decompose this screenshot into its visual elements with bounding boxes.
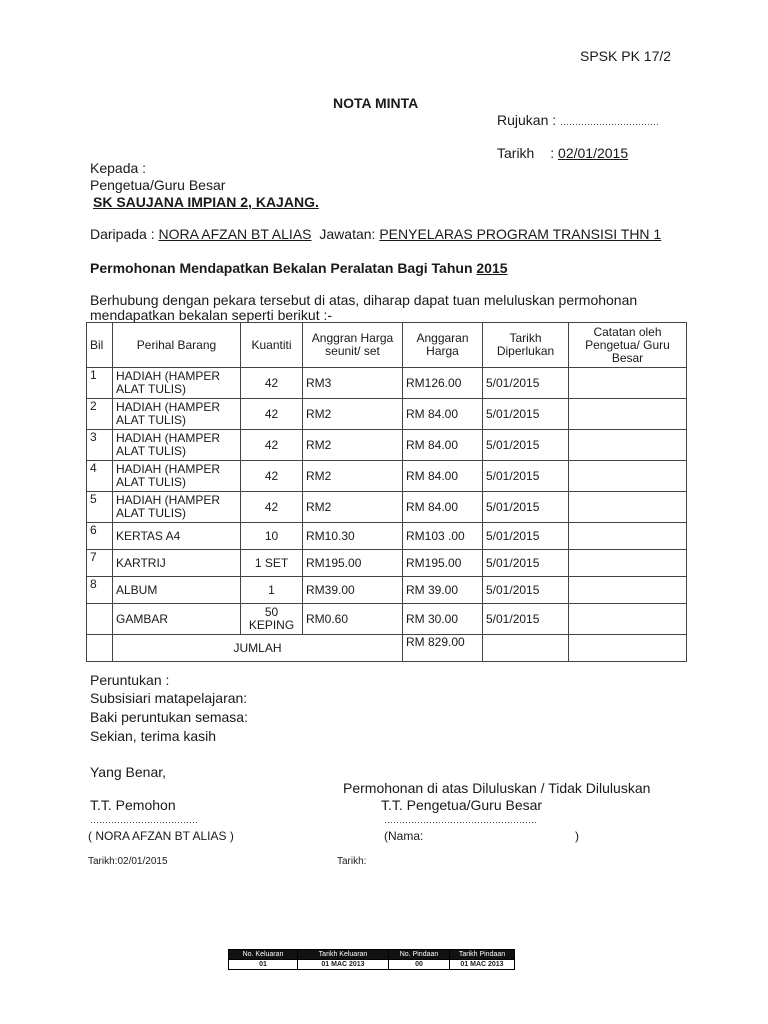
col-header-note: Catatan oleh Pengetua/ Guru Besar [569, 323, 687, 368]
kepada-label: Kepada : [90, 160, 147, 176]
cell-qty: 1 SET [241, 550, 303, 577]
table-row [87, 577, 687, 604]
intro-line-1: Berhubung dengan pekara tersebut di atas, diharap dapat tuan meluluskan permohonan [90, 292, 638, 308]
jawatan-value: PENYELARAS PROGRAM TRANSISI THN 1 [379, 226, 662, 242]
cell-qty: 10 [241, 523, 303, 550]
table-row [87, 492, 687, 523]
tt-pemohon: T.T. Pemohon [90, 797, 176, 813]
closing-text: Sekian, terima kasih [90, 728, 217, 744]
cell-unit: RM2 [303, 430, 403, 461]
cell-total: RM 39.00 [403, 577, 483, 604]
cell-item: HADIAH (HAMPER ALAT TULIS) [113, 492, 241, 523]
cell-bil: 3 [87, 430, 113, 461]
cell-note [569, 492, 687, 523]
cell-bil: 4 [87, 461, 113, 492]
approver-signature-line: …………………………………………… [384, 815, 537, 825]
daripada-line [90, 226, 661, 242]
cell-qty: 42 [241, 492, 303, 523]
cell-date: 5/01/2015 [483, 399, 569, 430]
yang-benar: Yang Benar, [90, 764, 167, 780]
footer-value-cell: 00 [389, 960, 450, 970]
cell-qty: 42 [241, 368, 303, 399]
rujukan-label: Rujukan : [497, 112, 557, 128]
cell-bil: 1 [87, 368, 113, 399]
cell-unit: RM3 [303, 368, 403, 399]
col-header-total: Anggaran Harga [403, 323, 483, 368]
cell-date: 5/01/2015 [483, 604, 569, 635]
tarikh-sep: : [550, 145, 555, 161]
cell-total: RM 84.00 [403, 430, 483, 461]
cell-date: 5/01/2015 [483, 368, 569, 399]
nama-close: ) [575, 829, 579, 843]
cell-qty: 1 [241, 577, 303, 604]
table-row [87, 604, 687, 635]
cell-note [569, 430, 687, 461]
footer-header-cell: No. Pindaan [389, 950, 450, 960]
cell-bil-empty [87, 635, 113, 662]
table-total-row [87, 635, 687, 662]
table-row [87, 399, 687, 430]
cell-bil: 5 [87, 492, 113, 523]
cell-qty: 42 [241, 430, 303, 461]
table-header-row [87, 323, 687, 368]
cell-item: HADIAH (HAMPER ALAT TULIS) [113, 399, 241, 430]
cell-unit: RM195.00 [303, 550, 403, 577]
col-header-qty: Kuantiti [241, 323, 303, 368]
cell-bil [87, 604, 113, 635]
cell-unit: RM0.60 [303, 604, 403, 635]
request-table [86, 322, 687, 662]
subject-year: 2015 [476, 260, 508, 276]
cell-date: 5/01/2015 [483, 550, 569, 577]
intro-line-2: mendapatkan bekalan seperti berikut :- [90, 307, 333, 323]
cell-total: RM 84.00 [403, 492, 483, 523]
cell-date: 5/01/2015 [483, 523, 569, 550]
daripada-value: NORA AFZAN BT ALIAS [158, 226, 312, 242]
baki-label: Baki peruntukan semasa: [90, 709, 248, 725]
subsisiari-label: Subsisiari matapelajaran: [90, 690, 248, 706]
cell-note [569, 399, 687, 430]
col-header-item: Perihal Barang [113, 323, 241, 368]
recipient-school: SK SAUJANA IMPIAN 2, KAJANG. [93, 194, 319, 210]
cell-note-empty [569, 635, 687, 662]
cell-total: RM195.00 [403, 550, 483, 577]
cell-note [569, 604, 687, 635]
col-header-date: Tarikh Diperlukan [483, 323, 569, 368]
tarikh-value: 02/01/2015 [558, 145, 629, 161]
cell-unit: RM2 [303, 492, 403, 523]
tarikh-label: Tarikh [497, 145, 535, 161]
footer-header-row [229, 950, 515, 960]
applicant-signature-line: ……………………………… [90, 815, 198, 825]
tarikh-field [497, 145, 628, 161]
subject-text: Permohonan Mendapatkan Bekalan Peralatan Bagi Tahun [90, 260, 473, 276]
cell-date: 5/01/2015 [483, 577, 569, 604]
cell-total: RM126.00 [403, 368, 483, 399]
cell-note [569, 523, 687, 550]
rujukan-field [497, 112, 659, 128]
cell-date: 5/01/2015 [483, 461, 569, 492]
table-row [87, 461, 687, 492]
cell-item: KARTRIJ [113, 550, 241, 577]
recipient-title: Pengetua/Guru Besar [90, 177, 226, 193]
cell-item: HADIAH (HAMPER ALAT TULIS) [113, 368, 241, 399]
footer-header-cell: Tarikh Keluaran [298, 950, 389, 960]
cell-qty: 50 KEPING [241, 604, 303, 635]
cell-date: 5/01/2015 [483, 492, 569, 523]
cell-note [569, 550, 687, 577]
document-control-table [228, 949, 515, 970]
cell-bil: 8 [87, 577, 113, 604]
cell-bil: 2 [87, 399, 113, 430]
jawatan-label: Jawatan: [319, 226, 376, 242]
cell-item: ALBUM [113, 577, 241, 604]
cell-total: RM103 .00 [403, 523, 483, 550]
approval-text: Permohonan di atas Diluluskan / Tidak Diluluskan [343, 780, 651, 796]
cell-note [569, 368, 687, 399]
tt-pengetua: T.T. Pengetua/Guru Besar [381, 797, 543, 813]
cell-total: RM 84.00 [403, 399, 483, 430]
subject-line [90, 260, 508, 276]
form-code: SPSK PK 17/2 [580, 48, 672, 64]
cell-date: 5/01/2015 [483, 430, 569, 461]
total-label: JUMLAH [113, 635, 403, 662]
cell-bil: 7 [87, 550, 113, 577]
daripada-label: Daripada : [90, 226, 155, 242]
cell-date-empty [483, 635, 569, 662]
col-header-unit-price: Anggran Harga seunit/ set [303, 323, 403, 368]
nama-label: (Nama: [384, 829, 424, 843]
cell-qty: 42 [241, 399, 303, 430]
cell-qty: 42 [241, 461, 303, 492]
table-row [87, 550, 687, 577]
cell-item: GAMBAR [113, 604, 241, 635]
cell-item: KERTAS A4 [113, 523, 241, 550]
cell-item: HADIAH (HAMPER ALAT TULIS) [113, 461, 241, 492]
tarikh-approver: Tarikh: [337, 856, 367, 867]
page-title: NOTA MINTA [333, 95, 419, 111]
peruntukan-label: Peruntukan : [90, 672, 170, 688]
table-row [87, 430, 687, 461]
col-header-bil: Bil [87, 323, 113, 368]
cell-note [569, 461, 687, 492]
footer-value-row [229, 960, 515, 970]
footer-header-cell: Tarikh Pindaan [450, 950, 515, 960]
tarikh-applicant: Tarikh:02/01/2015 [88, 856, 168, 867]
footer-value-cell: 01 [229, 960, 298, 970]
cell-note [569, 577, 687, 604]
footer-value-cell: 01 MAC 2013 [298, 960, 389, 970]
footer-header-cell: No. Keluaran [229, 950, 298, 960]
rujukan-dots: …………………………… [560, 117, 660, 127]
cell-total: RM 30.00 [403, 604, 483, 635]
cell-unit: RM10.30 [303, 523, 403, 550]
cell-total: RM 84.00 [403, 461, 483, 492]
applicant-name: ( NORA AFZAN BT ALIAS ) [88, 829, 234, 843]
cell-unit: RM2 [303, 399, 403, 430]
cell-unit: RM2 [303, 461, 403, 492]
cell-unit: RM39.00 [303, 577, 403, 604]
cell-item: HADIAH (HAMPER ALAT TULIS) [113, 430, 241, 461]
total-value: RM 829.00 [403, 635, 483, 662]
table-row [87, 368, 687, 399]
table-row [87, 523, 687, 550]
footer-value-cell: 01 MAC 2013 [450, 960, 515, 970]
cell-bil: 6 [87, 523, 113, 550]
